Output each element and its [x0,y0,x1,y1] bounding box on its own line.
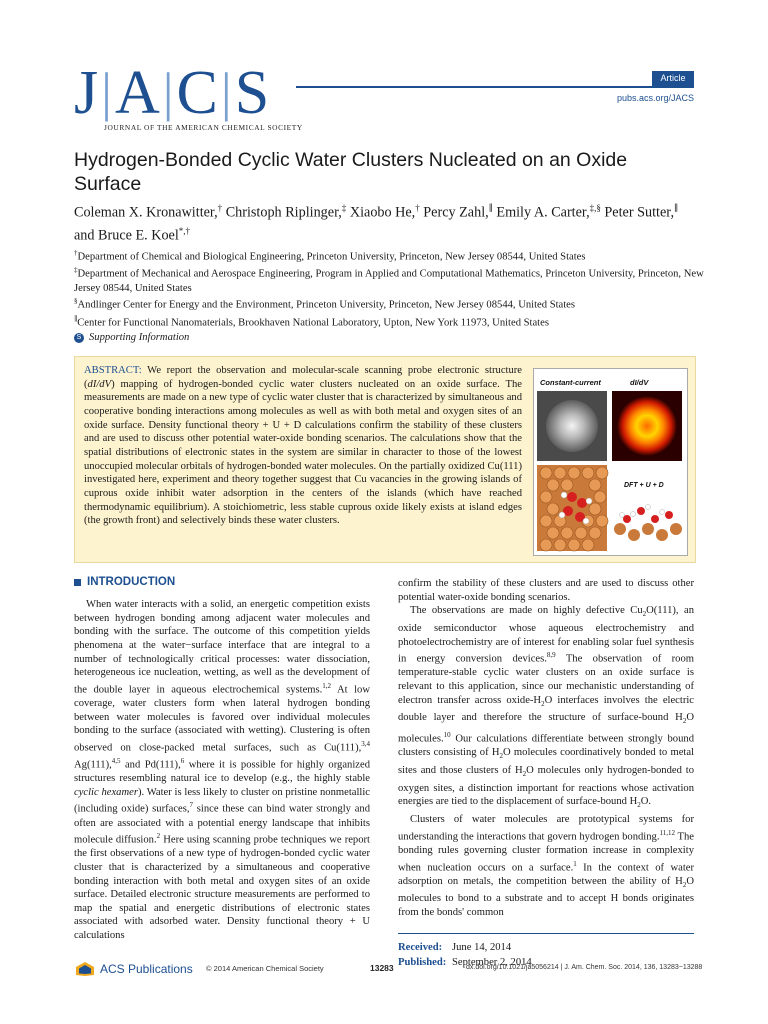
author-affiliation-mark: *,† [178,225,191,236]
author-name: Coleman X. Kronawitter, [74,204,218,221]
toc-label-dft: DFT + U + D [624,482,664,489]
author-affiliation-mark: † [415,203,420,213]
intro-paragraph-3: Clusters of water molecules are prototypical systems for understanding the interactions that govern hydrogen bonding.$^{11,12}$ The bonding rules governing cluster formation increase in complexity when nucleation occurs on a surface.$^1$ In the context of water adsorption on metals, the competition between the ability of $H_2O$ molecules to bond to a substrate and to accept H bonds originates from the bonds' common [398,814,694,919]
intro-paragraph-1-cont: confirm the stability of these clusters and are used to discuss other potential water-oxide bonding scenarios. [398,578,694,603]
article-badge: Article [652,71,694,86]
author-name: Xiaobo He, [349,204,416,221]
affiliation-1: †Department of Chemical and Biological Engineering, Princeton University, Princeton, New Jersey 08544, United States [74,249,586,263]
logo-letter-c: C [176,59,218,127]
toc-label-constant-current: Constant-current [540,378,601,387]
author-affiliation-mark: ∥ [488,203,493,213]
logo-subtitle: JOURNAL OF THE AMERICAN CHEMICAL SOCIETY [104,123,303,132]
body-column-2 [398,577,694,920]
supporting-info-icon: S [74,333,84,343]
acs-hexagon-icon [74,961,96,977]
journal-url[interactable]: pubs.acs.org/JACS [616,93,694,103]
author-list [74,199,694,244]
author-affiliation-mark: ∥ [674,203,679,213]
author-name: Percy Zahl, [423,204,489,221]
acs-publications-logo[interactable]: ACS Publications [74,961,193,977]
published-date: Published: September 2, 2014 [398,957,532,968]
toc-label-didv: dI/dV [630,378,649,387]
author-affiliation-mark: ‡ [341,203,347,213]
affiliation-3: §Andlinger Center for Energy and the Environment, Princeton University, Princeton, New Jersey 08544, United States [74,297,576,311]
toc-graphic [533,368,688,556]
body-column-1 [74,598,370,943]
intro-paragraph-1: When water interacts with a solid, an energetic competition exists between hydrogen bonding among adjacent water molecules and bonding with the surface. The outcome of this competition yields phenomena at the water−surface interface that are integral to a number of technologically critical processes: water dissociation, heterogeneous ice nucleation, wetting, as well as the development of the double layer in aqueous electrochemical systems.$^{1,2}$ At low coverage, water clusters form when lateral hydrogen bonding between water molecules is favored over individual molecules bonding to the surface (associated with wetting). Clustering is often observed on close-packed metal surfaces, such as Cu(111),$^{3,4}$ Ag(111),$^{4,5}$ and Pd(111),$^6$ where it is possible for highly organized structures resembling natural ice to develop (e.g., the highly stable cyclic hexamer). Water is less likely to cluster on pristine nonmetallic (including oxide) surfaces,$^7$ since these can bind water strongly and often are associated with a potential energy landscape that inhibits molecule diffusion.$^2$ Here using scanning probe techniques we report the first observations of a new type of hydrogen-bonded cyclic water cluster that is characterized by a simultaneous and cooperative bonding interaction with both metal and oxygen sites of an oxide surface. Detailed electronic structure measurements are performed to map the spatial and energetic distributions of electronic states associated with adsorbed water. Density functional theory + U calculations [74,599,370,942]
article-title: Hydrogen-Bonded Cyclic Water Clusters Nucleated on an Oxide Surface [74,149,628,195]
author-affiliation-mark: ‡,§ [589,203,601,213]
dft-side-view [614,505,682,542]
author-name: and Bruce E. Koel [74,227,179,244]
section-heading-introduction: INTRODUCTION [74,576,175,588]
journal-logo: J|A|C|S [74,59,270,127]
author-name: Peter Sutter, [604,204,674,221]
logo-letter-a: A [114,59,160,127]
received-date: Received: June 14, 2014 [398,942,512,953]
logo-letter-j: J [74,59,99,127]
logo-letter-s: S [234,59,270,127]
affiliation-4: ∥Center for Functional Nanomaterials, Brookhaven National Laboratory, Upton, New York 11973, United States [74,315,549,329]
abstract-text: ABSTRACT: We report the observation and molecular-scale scanning probe electronic structure (dI/dV) mapping of hydrogen-bonded cyclic water clusters nucleated on an oxide surface. The measurements are made on a new type of cyclic water cluster that is characterized by simultaneous and cooperative bonding interactions among molecules as well as with both metal and oxygen sites of an oxide surface. Density functional theory + U + D calculations confirm the stability of these clusters and are used to discuss other potential water-oxide bonding scenarios. The calculations show that the spatial distributions of electronic states in the system are similar in character to those of the lowest unoccupied molecular orbitals of hydrogen-bonded water molecules. On the partially oxidized Cu(111) investigated here, experiment and theory together suggest that Cu vacancies in the growing islands of cuprous oxide inhibit water adsorption in the centers of the islands (which have reached thermodynamic equilibrium). A stoichiometric, less stable cuprous oxide likely exists at island edges (the growth front) and selectively binds these water clusters. [84,365,522,527]
page-number: 13283 [370,963,394,973]
header-rule [296,86,694,88]
affiliation-2: ‡Department of Mechanical and Aerospace Engineering, Program in Applied and Computational Mathematics, Princeton University, Princeton, New Jersey 08544, United States [74,266,704,295]
doi-citation[interactable]: dx.doi.org/10.1021/ja5056214 | J. Am. Chem. Soc. 2014, 136, 13283−13288 [466,964,703,971]
abstract-label: ABSTRACT: [84,365,142,376]
supporting-info-link[interactable]: S Supporting Information [74,332,189,343]
author-name: Christoph Riplinger, [225,204,342,221]
toc-figure [534,369,687,555]
author-affiliation-mark: † [217,203,223,213]
author-name: Emily A. Carter, [496,204,590,221]
copyright: © 2014 American Chemical Society [206,964,324,973]
intro-paragraph-2: The observations are made on highly defective $Cu_2O(111)$, an oxide semiconductor whose aqueous electrochemistry and photoelectrochemistry are of interest for enabling solar fuel synthesis in energy conversion devices.$^{8,9}$ The observation of room temperature-stable cyclic water clusters on an oxide surface is relevant to this application, since our mechanistic understanding of electron transfer across oxide-$H_2O$ interfaces involves the electric double layer and therefore the structure of surface-bound $H_2O$ molecules.$^{10}$ Our calculations differentiate between strongly bound clusters consisting of $H_2O$ molecules coordinatively bonded to metal sites and those clusters of $H_2O$ molecules only hydrogen-bonded to oxygen sites, a distinction important for reactions whose activation energies are tied to the displacement of surface-bound $H_2O$. [398,605,695,810]
section-square-icon [74,579,81,586]
